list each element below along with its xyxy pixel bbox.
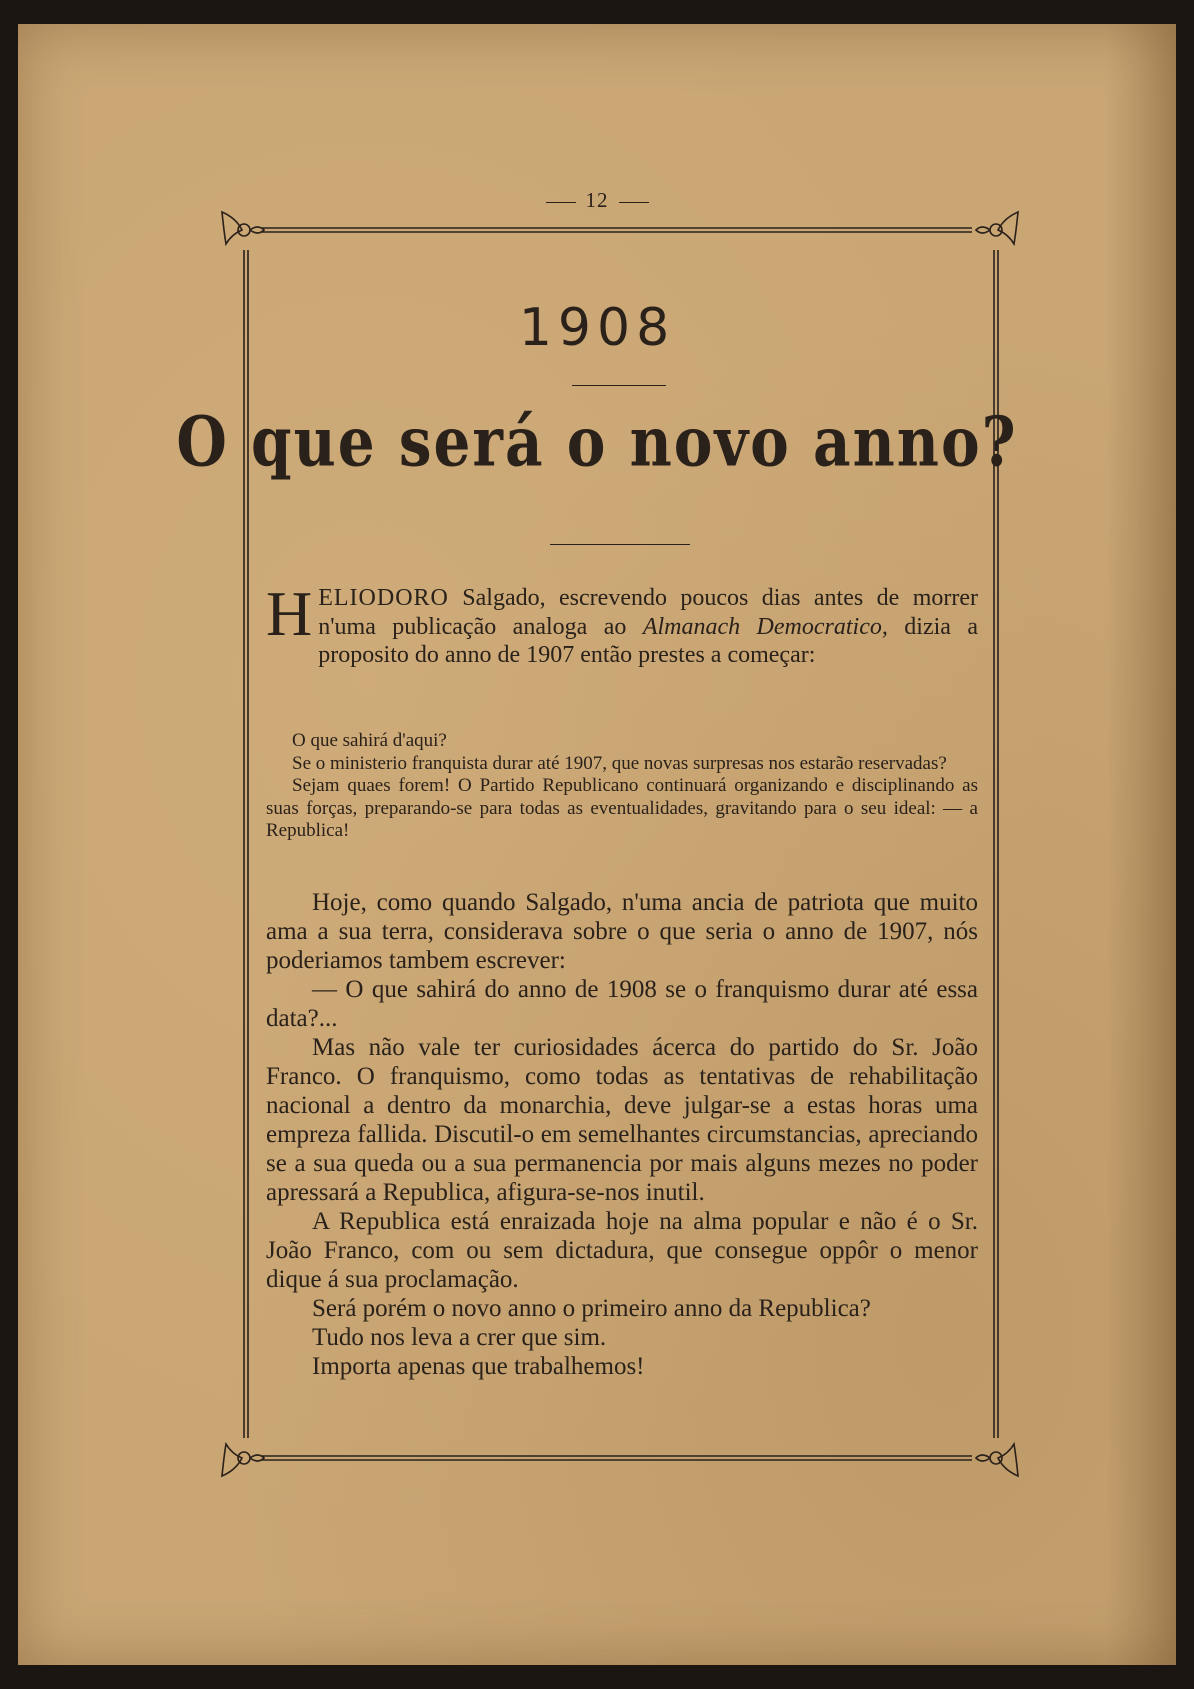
intro-text: Salgado, escrevendo poucos dias antes de morrer n'uma publicação analoga ao bbox=[318, 585, 978, 640]
corner-ornament-top-right bbox=[976, 212, 1018, 244]
quote-line: Se o ministerio franquista durar até 1907, que novas surpresas nos estarão reservadas? bbox=[292, 752, 947, 774]
quotation-block bbox=[266, 730, 978, 843]
rule-under-headline bbox=[550, 544, 690, 545]
quote-line: Sejam quaes forem! O Partido Republicano continuará organizando e disciplinando as suas forças, preparando-se para todas as eventualidades, gravitando para o seu ideal: — a Republica! bbox=[266, 775, 978, 841]
body-text bbox=[266, 888, 978, 1381]
intro-paragraph bbox=[266, 578, 979, 670]
intro-text-end: dizia a proposito do anno de 1907 então prestes a começar: bbox=[318, 613, 979, 668]
corner-ornament-bottom-left bbox=[222, 1444, 264, 1476]
body-paragraph: A Republica está enraizada hoje na alma popular e não é o Sr. João Franco, com ou sem dictadura, que consegue oppôr o menor dique á sua proclamação. bbox=[266, 1208, 978, 1293]
corner-ornament-bottom-right bbox=[976, 1444, 1018, 1476]
body-paragraph: Será porém o novo anno o primeiro anno da Republica? bbox=[312, 1295, 871, 1322]
body-paragraph: Hoje, como quando Salgado, n'uma ancia de patriota que muito ama a sua terra, considerava sobre o que seria o anno de 1907, nós poderiamos tambem escrever: bbox=[266, 889, 978, 974]
page-number-value: 12 bbox=[585, 188, 609, 212]
body-paragraph: — O que sahirá do anno de 1908 se o franquismo durar até essa data?... bbox=[266, 976, 978, 1032]
intro-italic-title: Almanach Democratico, bbox=[642, 613, 888, 640]
quote-line: O que sahirá d'aqui? bbox=[292, 730, 447, 751]
intro-smallcaps: ELIODORO bbox=[318, 585, 449, 611]
rule-under-year bbox=[572, 385, 666, 386]
corner-ornament-top-left bbox=[222, 212, 264, 244]
body-paragraph: Tudo nos leva a crer que sim. bbox=[312, 1324, 607, 1351]
year-heading: 1908 bbox=[518, 298, 676, 358]
body-paragraph: Importa apenas que trabalhemos! bbox=[312, 1353, 645, 1380]
headline: O que será o novo anno? bbox=[176, 401, 1018, 483]
body-paragraph: Mas não vale ter curiosidades ácerca do partido do Sr. João Franco. O franquismo, como todas as tentativas de rehabilitação nacional a dentro da monarchia, deve julgar-se a estas horas uma empreza fallida. Discutil-o em semelhantes circumstancias, apreciando se a sua queda ou a sua permanencia por mais alguns mezes no poder apressará a Republica, afigura-se-nos inutil. bbox=[266, 1034, 978, 1206]
drop-cap: H bbox=[266, 578, 313, 649]
